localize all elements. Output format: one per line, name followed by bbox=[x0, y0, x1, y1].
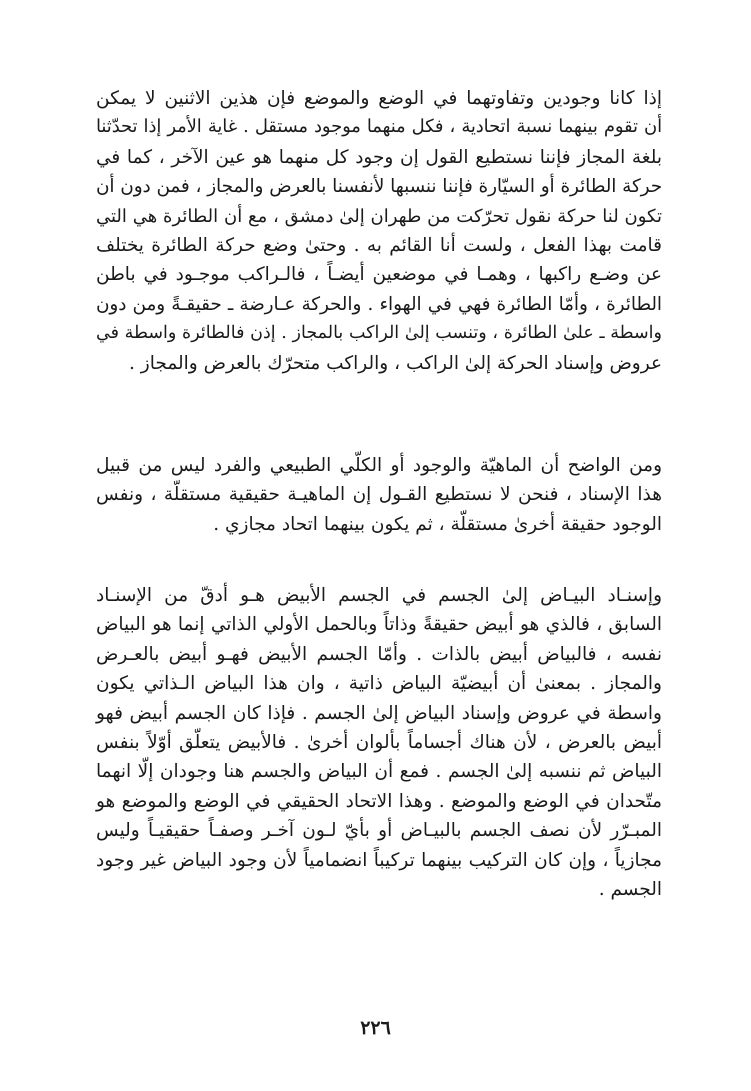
paragraph-2-line-1: ومن الواضح أن الماهيّة والوجود أو الكلّي الطبيعي والفرد ليس من قبيل bbox=[96, 455, 662, 476]
paragraph-1-line-7: عن وضـع راكبها ، وهمـا في موضعين أيضـاً ، فالـراكب موجـود في باطن bbox=[96, 264, 662, 286]
paragraph-1-line-3: بلغة المجاز فإننا نستطيع القول إن وجود كل منهما هو عين الآخر ، كما في bbox=[96, 146, 662, 168]
paragraph-3-line-6: أبيض بالعرض ، لأن هناك أجساماً بألوان أخرىٰ . فالأبيض يتعلّق أوّلاً بنفس bbox=[96, 732, 662, 754]
paragraph-3-line-11: الجسم . bbox=[598, 879, 662, 901]
paragraph-3-line-10: مجازياً ، وإن كان التركيب بينهما تركيباً انضمامياً لأن وجود البياض غير وجود bbox=[96, 849, 662, 871]
paragraph-3-line-4: والمجاز . بمعنىٰ أن أبيضيّة البياض ذاتية ، وان هذا البياض الـذاتي يكون bbox=[96, 673, 662, 695]
paragraph-3-line-1: وإسنـاد البيـاض إلىٰ الجسم في الجسم الأبيض هـو أدقّ من الإسنـاد bbox=[96, 585, 662, 606]
paragraph-1-line-4: حركة الطائرة أو السيّارة فإننا ننسبها لأنفسنا بالعرض والمجاز ، فمن دون أن bbox=[96, 176, 662, 198]
paragraph-2-line-2: هذا الإسناد ، فنحن لا نستطيع القـول إن الماهيـة حقيقية مستقلّة ، ونفس bbox=[96, 484, 662, 506]
paragraph-3 bbox=[96, 581, 662, 904]
paragraph-1-line-5: تكون لنا حركة نقول تحرّكت من طهران إلىٰ دمشق ، مع أن الطائرة هي التي bbox=[96, 205, 662, 227]
paragraph-1-line-10: عروض وإسناد الحركة إلىٰ الراكب ، والراكب متحرّك بالعرض والمجاز . bbox=[129, 352, 662, 374]
paragraph-1-line-2: أن تقوم بينهما نسبة اتحادية ، فكل منهما موجود مستقل . غاية الأمر إذا تحدّثنا bbox=[96, 117, 662, 138]
paragraph-3-line-2: السابق ، فالذي هو أبيض حقيقةً وذاتاً وبالحمل الأولي الذاتي إنما هو البياض bbox=[96, 614, 662, 636]
paragraph-1 bbox=[96, 84, 662, 378]
paragraph-2 bbox=[96, 451, 662, 539]
paragraph-1-line-9: واسطة ـ علىٰ الطائرة ، وتنسب إلىٰ الراكب بالمجاز . إذن فالطائرة واسطة في bbox=[96, 323, 662, 344]
paragraph-3-line-3: نفسه ، فالبياض أبيض بالذات . وأمّا الجسم الأبيض فهـو أبيض بالعـرض bbox=[96, 643, 662, 665]
paragraph-3-line-9: المبـرّر لأن نصف الجسم بالبيـاض أو بأيّ لـون آخـر وصفـاً حقيقيـاً وليس bbox=[96, 820, 662, 842]
paragraph-3-line-5: واسطة في عروض وإسناد البياض إلىٰ الجسم . فإذا كان الجسم أبيض فهو bbox=[96, 702, 662, 724]
paragraph-3-line-7: البياض ثم ننسبه إلىٰ الجسم . فمع أن البياض والجسم هنا وجودان إلّا انهما bbox=[96, 761, 662, 783]
paragraph-1-line-1: إذا كانا وجودين وتفاوتهما في الوضع والموضع فإن هذين الاثنين لا يمكن bbox=[96, 88, 662, 109]
paragraph-3-line-8: متّحدان في الوضع والموضع . وهذا الاتحاد الحقيقي في الوضع والموضع هو bbox=[96, 790, 662, 812]
page-number: ٢٢٦ bbox=[360, 1017, 391, 1039]
paragraph-2-line-3: الوجود حقيقة أخرىٰ مستقلّة ، ثم يكون بينهما اتحاد مجازي . bbox=[213, 513, 662, 535]
paragraph-1-line-8: الطائرة ، وأمّا الطائرة فهي في الهواء . والحركة عـارضة ـ حقيقـةً ومن دون bbox=[96, 293, 662, 315]
paragraph-1-line-6: قامت بهذا الفعل ، ولست أنا القائم به . وحتىٰ وضع حركة الطائرة يختلف bbox=[96, 235, 662, 257]
